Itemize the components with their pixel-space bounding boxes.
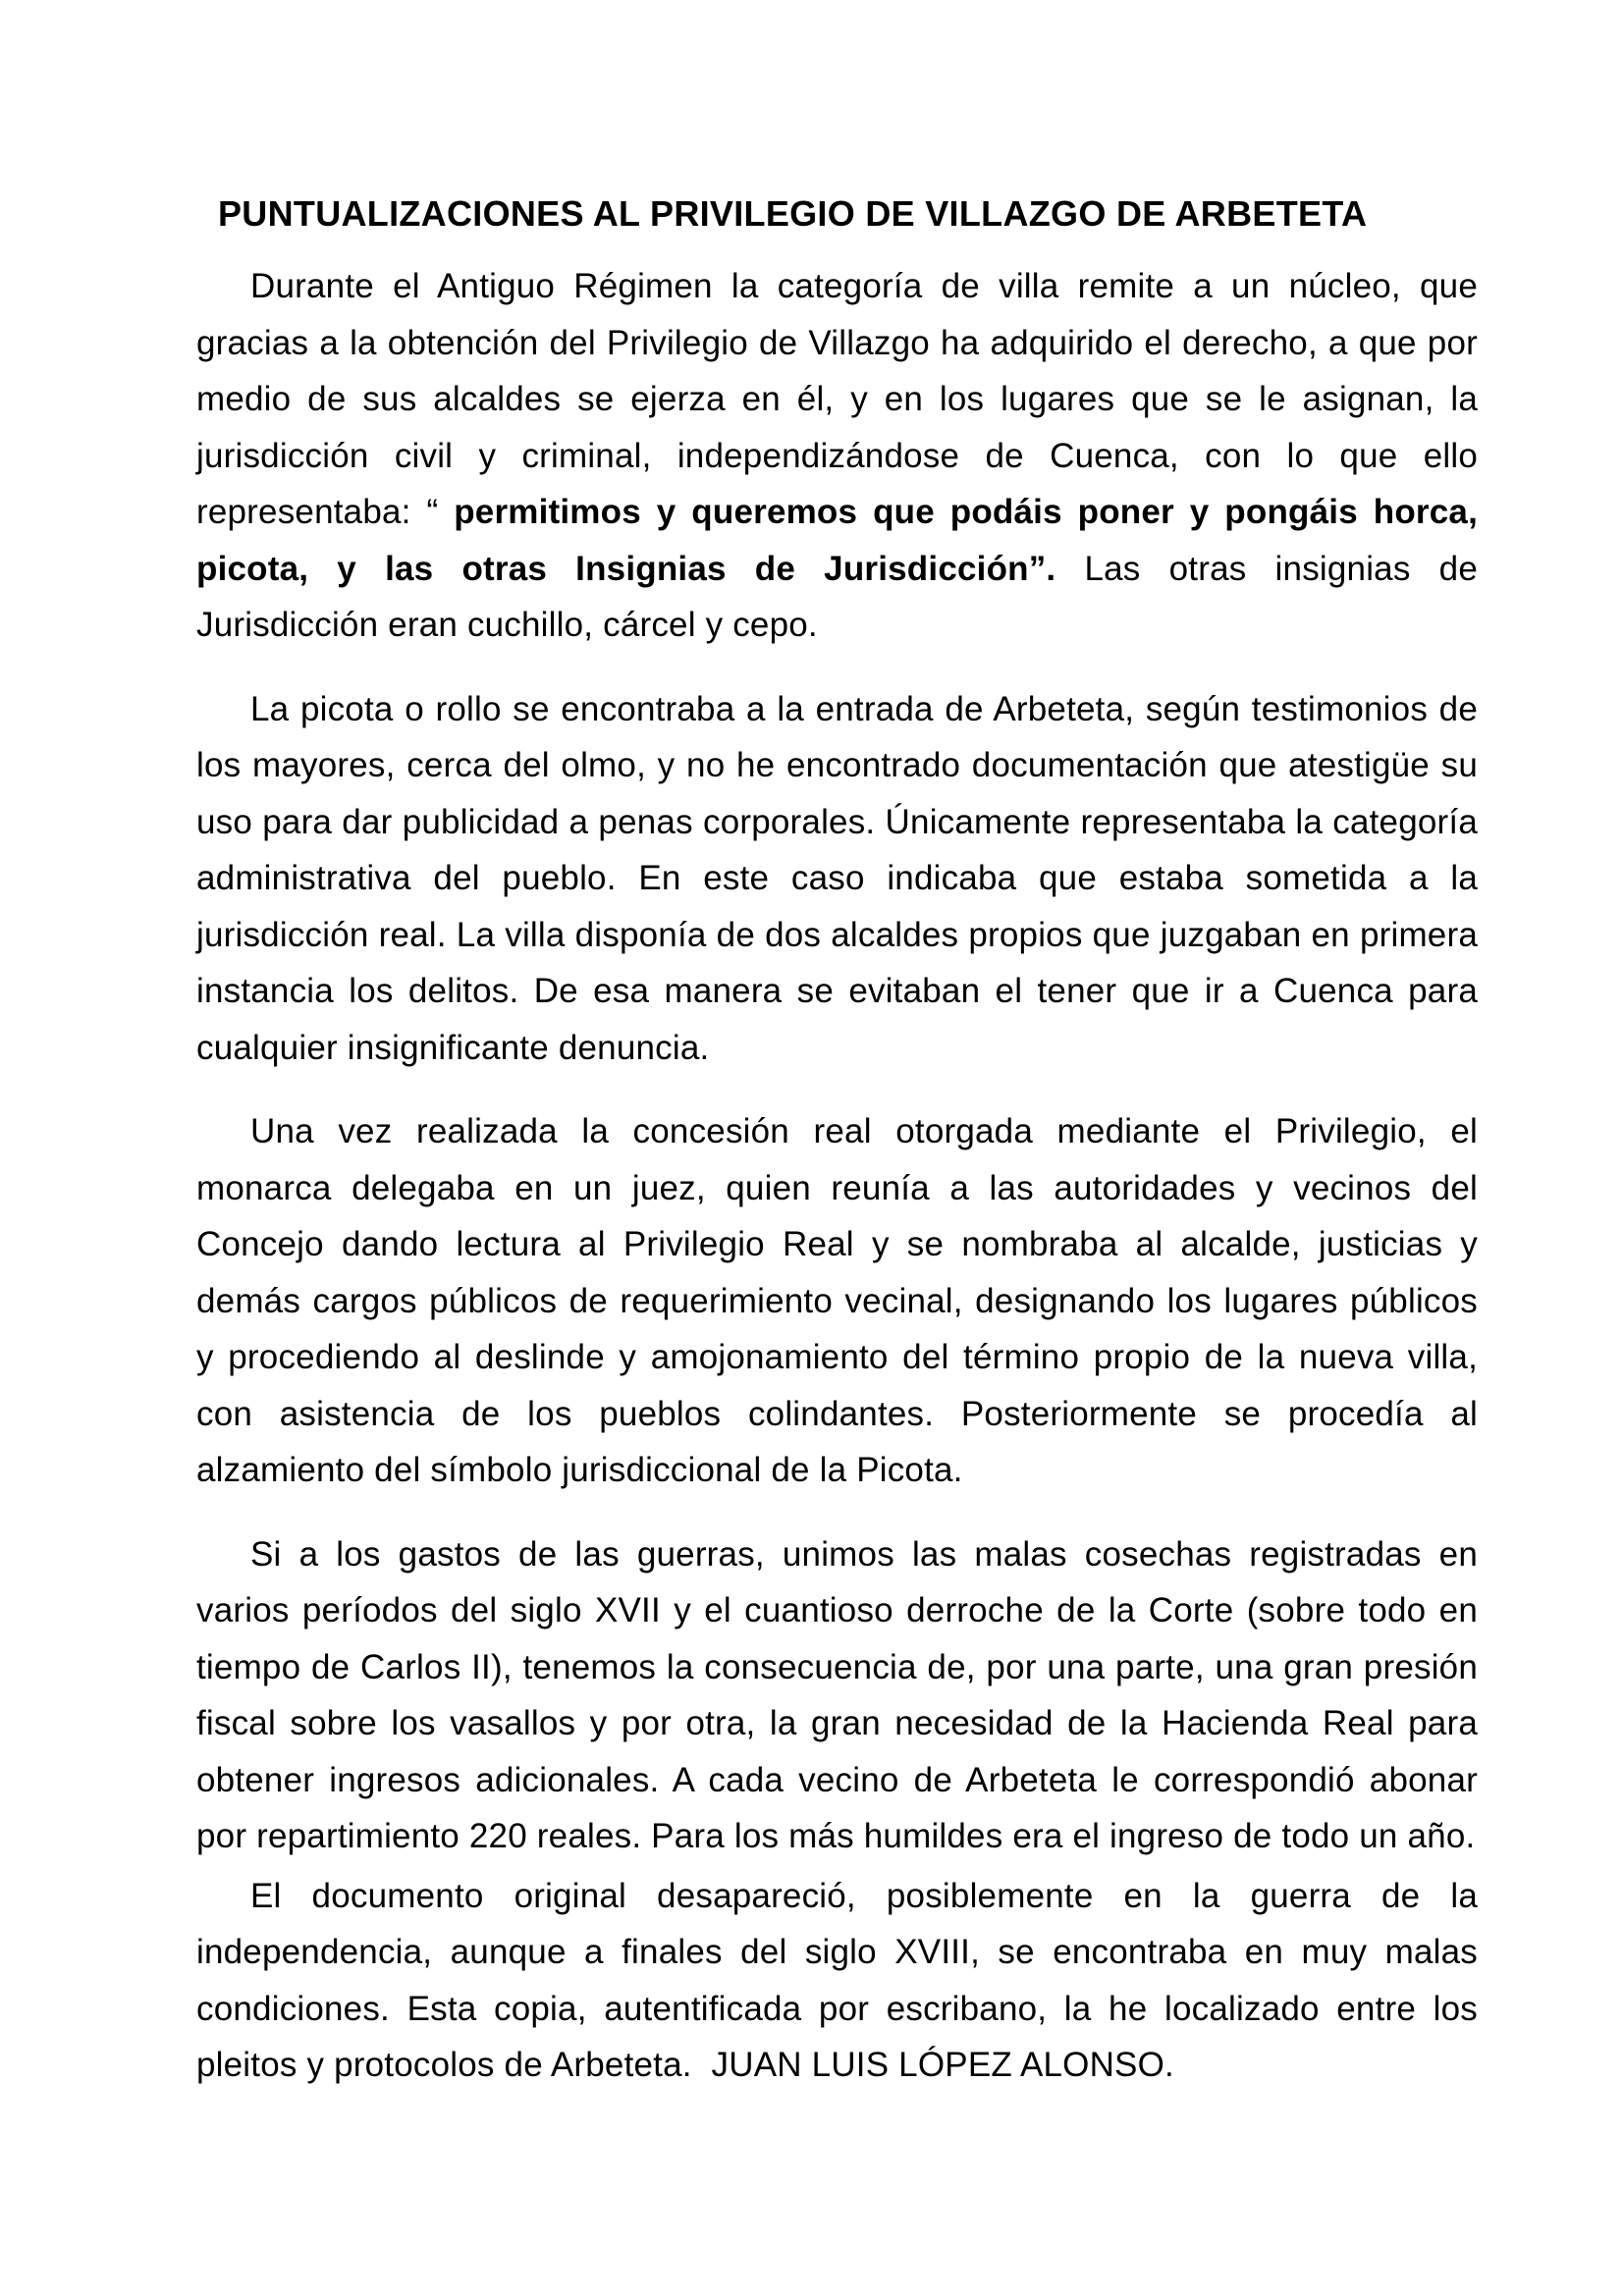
document-content <box>196 186 1478 2094</box>
text-segment: El documento original desapareció, posiblemente en la guerra de la independencia, aunque a finales del siglo XVIII, se encontraba en muy malas condiciones. Esta copia, autentificada por escribano, la he localizado entre los pleitos y protocolos de Arbeteta. JUAN LUIS LÓPEZ ALONSO. <box>196 1876 1478 2084</box>
text-segment: Las otras insignias de Jurisdicción eran cuchillo, cárcel y cepo. <box>196 549 1478 644</box>
paragraph <box>196 681 1478 1077</box>
document-title: PUNTUALIZACIONES AL PRIVILEGIO DE VILLAZGO DE ARBETETA <box>218 193 1368 234</box>
paragraph <box>196 1868 1478 2094</box>
text-segment: La picota o rollo se encontraba a la entrada de Arbeteta, según testimonios de los mayores, cerca del olmo, y no he encontrado documentación que atestigüe su uso para dar publicidad a penas corporales. Únicamente representaba la categoría administrativa del pueblo. En este caso indicaba que estaba sometida a la jurisdicción real. La villa disponía de dos alcaldes propios que juzgaban en primera instancia los delitos. De esa manera se evitaban el tener que ir a Cuenca para cualquier insignificante denuncia. <box>196 689 1478 1067</box>
paragraph <box>196 1526 1478 1865</box>
text-segment-bold: permitimos y queremos que podáis poner y pongáis horca, picota, y las otras Insignias de Jurisdicción”. <box>196 493 1478 588</box>
text-segment: Si a los gastos de las guerras, unimos las malas cosechas registradas en varios períodos del siglo XVII y el cuantioso derroche de la Corte (sobre todo en tiempo de Carlos II), tenemos la consecuencia de, por una parte, una gran presión fiscal sobre los vasallos y por otra, la gran necesidad de la Hacienda Real para obtener ingresos adicionales. A cada vecino de Arbeteta le correspondió abonar por repartimiento 220 reales. Para los más humildes era el ingreso de todo un año. <box>196 1534 1478 1855</box>
paragraph <box>196 258 1478 654</box>
paragraph <box>196 1103 1478 1499</box>
text-segment: Una vez realizada la concesión real otorgada mediante el Privilegio, el monarca delegaba en un juez, quien reunía a las autoridades y vecinos del Concejo dando lectura al Privilegio Real y se nombraba al alcalde, justicias y demás cargos públicos de requerimiento vecinal, designando los lugares públicos y procediendo al deslinde y amojonamiento del término propio de la nueva villa, con asistencia de los pueblos colindantes. Posteriormente se procedía al alzamiento del símbolo jurisdiccional de la Picota. <box>196 1112 1478 1489</box>
document-body <box>196 258 1478 2094</box>
text-segment: Durante el Antiguo Régimen la categoría de villa remite a un núcleo, que gracias a la obtención del Privilegio de Villazgo ha adquirido el derecho, a que por medio de sus alcaldes se ejerza en él, y en los lugares que se le asignan, la jurisdicción civil y criminal, independizándose de Cuenca, con lo que ello representaba: “ <box>196 267 1478 531</box>
